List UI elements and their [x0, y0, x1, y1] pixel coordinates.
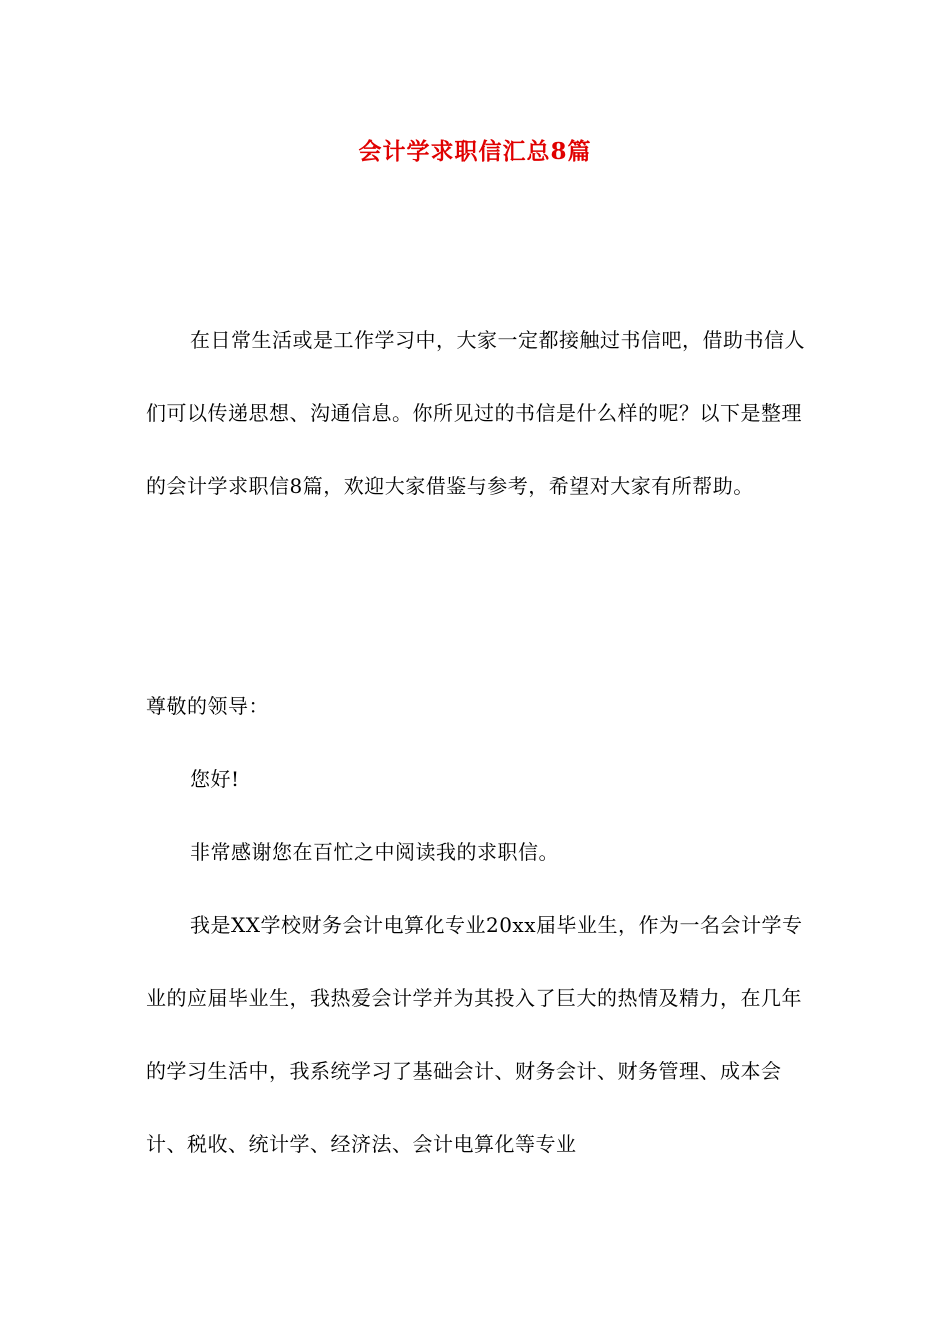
- letter-salutation: 尊敬的领导：: [146, 694, 269, 718]
- letter-thanks: 非常感谢您在百忙之中阅读我的求职信。: [190, 840, 559, 864]
- letter-body-paragraph: 我是XX学校财务会计电算化专业20xx届毕业生，作为一名会计学专业的应届毕业生，我热爱会计学并为其投入了巨大的热情及精力，在几年的学习生活中，我系统学习了基础会计、财务会计、财务管理、成本会计、税收、统计学、经济法、会计电算化等专业: [146, 913, 803, 1156]
- intro-paragraph: 在日常生活或是工作学习中，大家一定都接触过书信吧，借助书信人们可以传递思想、沟通信息。你所见过的书信是什么样的呢？以下是整理的会计学求职信8篇，欢迎大家借鉴与参考，希望对大家有所帮助。: [146, 328, 805, 498]
- letter-greeting: 您好!: [190, 767, 240, 791]
- document-title: 会计学求职信汇总8篇: [358, 138, 592, 165]
